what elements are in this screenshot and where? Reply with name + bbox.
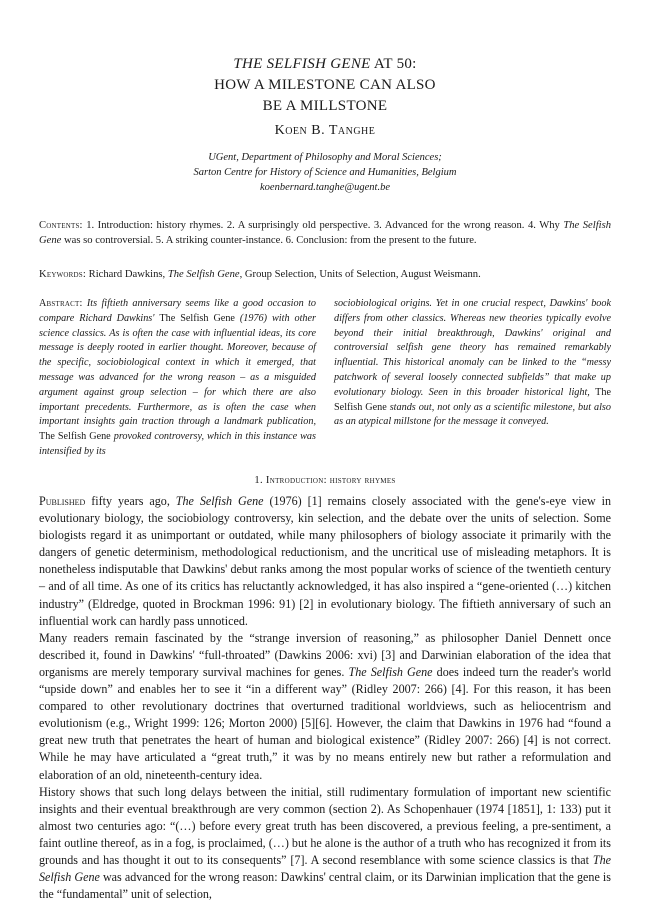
- affiliation-line-1: UGent, Department of Philosophy and Moral Sciences;: [208, 152, 442, 163]
- abstract-column-2: sociobiological origins. Yet in one crucial respect, Dawkins' book differs from other classics. Whereas new theories typically evolve beyond their initial breakthrough, Dawkins' original and controversial selfish gene theory has remained remarkably influential. This historical anomaly can be linked to the “messy patchwork of several loosely connected subfields” that make up evolutionary biology. Seen in this broader historical light, The Selfish Gene stands out, not only as a scientific milestone, but also as an atypical millstone for the message it conveyed.: [334, 298, 611, 428]
- title-line-1: THE SELFISH GENE AT 50:: [233, 56, 417, 72]
- author-name: Koen B. Tanghe: [274, 123, 376, 138]
- paragraph-3: History shows that such long delays between the initial, still rudimentary formulation of important new scientific insights and their eventual breakthrough are very common (section 2). As Schopenhauer (1974 [1851], 1: 133) put it almost two centuries ago: “(…) before every great truth has been discovered, a previous feeling, a pre-sentiment, a faint outline thereof, as in a fog, is proclaimed, (…) but he alone is the author of a truth who has recognized it from its grounds and has thought it out to its consequents” [7]. A second resemblance with some science classics is that The Selfish Gene was advanced for the wrong reason: Dawkins' central claim, or its Darwinian implication that the gene is the “fundamental” unit of selection,: [39, 784, 611, 902]
- author-email: koenbernard.tanghe@ugent.be: [260, 182, 390, 193]
- section-heading-introduction: 1. Introduction: history rhymes: [254, 475, 396, 486]
- paper-title: [0, 54, 650, 117]
- keywords: Keywords: Richard Dawkins, The Selfish Gene, Group Selection, Units of Selection, August Weismann.: [39, 269, 481, 280]
- body-text: [39, 493, 611, 903]
- author-affiliation: [0, 150, 650, 195]
- keywords-label: Keywords:: [39, 269, 87, 280]
- table-of-contents: Contents: 1. Introduction: history rhymes. 2. A surprisingly old perspective. 3. Advanced for the wrong reason. 4. Why The Selfish Gene was so controversial. 5. A striking counter-instance. 6. Conclusion: from the present to the future.: [39, 220, 612, 246]
- affiliation-line-2: Sarton Centre for History of Science and Humanities, Belgium: [193, 167, 457, 178]
- paragraph-1: Published fifty years ago, The Selfish Gene (1976) [1] remains closely associated with the gene's-eye view in evolutionary biology, the sociobiology controversy, kin selection, and the debate over the units of selection. Some biologists regard it as unimportant or outdated, while many philosophers of biology associate it primarily with the dangers of genetic determinism, methodological reductionism, and the uncritical use of misleading metaphors. It is nonetheless indisputable that Dawkins' debut ranks among the most popular works of science of the twentieth century – and of all time. As one of its critics has reluctantly acknowledged, it has also inspired a “gene-oriented (…) kitchen industry” (Eldredge, quoted in Brockman 1996: 91) [2] in evolutionary biology. The fiftieth anniversary of such an influential work can hardly pass unnoticed.: [39, 494, 612, 628]
- paragraph-2: Many readers remain fascinated by the “strange inversion of reasoning,” as philosopher Daniel Dennett once described it, found in Dawkins' “full-throated” (Dawkins 2006: xvi) [3] and Darwinian elaboration of the idea that organisms are merely temporary survival machines for genes. The Selfish Gene does indeed turn the reader's world “upside down” and enables her to see it “in a different way” (Ridley 2007: 266) [4]. For this reason, it has been compared to other revolutionary doctrines that overturned traditional worldviews, such as heliocentrism and evolutionism (e.g., Wright 1999: 126; Morton 2000) [5][6]. However, the claim that Dawkins in 1976 had “found a great new truth that penetrates the heart of human and biological existence” (Ridley 2007: 266) [4] is not correct. While he may have articulated a “great truth,” it was by no means entirely new but rather a reformulation and elaboration of an old, nineteenth-century idea.: [39, 630, 612, 782]
- abstract-column-1: Abstract: Its fiftieth anniversary seems like a good occasion to compare Richard Dawkins' The Selfish Gene (1976) with other science classics. As is often the case with influential ideas, its core message is deeply rooted in earlier thought. Moreover, because of the specific, sociobiological context in which it emerged, that message was advanced for the wrong reason – as a misguided argument against group selection – for which there are also important precedents. Furthermore, as is often the case when important insights gain traction through a landmark publication, The Selfish Gene provoked controversy, which in this instance was intensified by its: [39, 298, 316, 457]
- contents-label: Contents:: [39, 220, 83, 231]
- title-line-3: BE A MILLSTONE: [262, 98, 388, 114]
- title-line-2: HOW A MILESTONE CAN ALSO: [214, 77, 436, 93]
- abstract-label: Abstract:: [39, 298, 83, 309]
